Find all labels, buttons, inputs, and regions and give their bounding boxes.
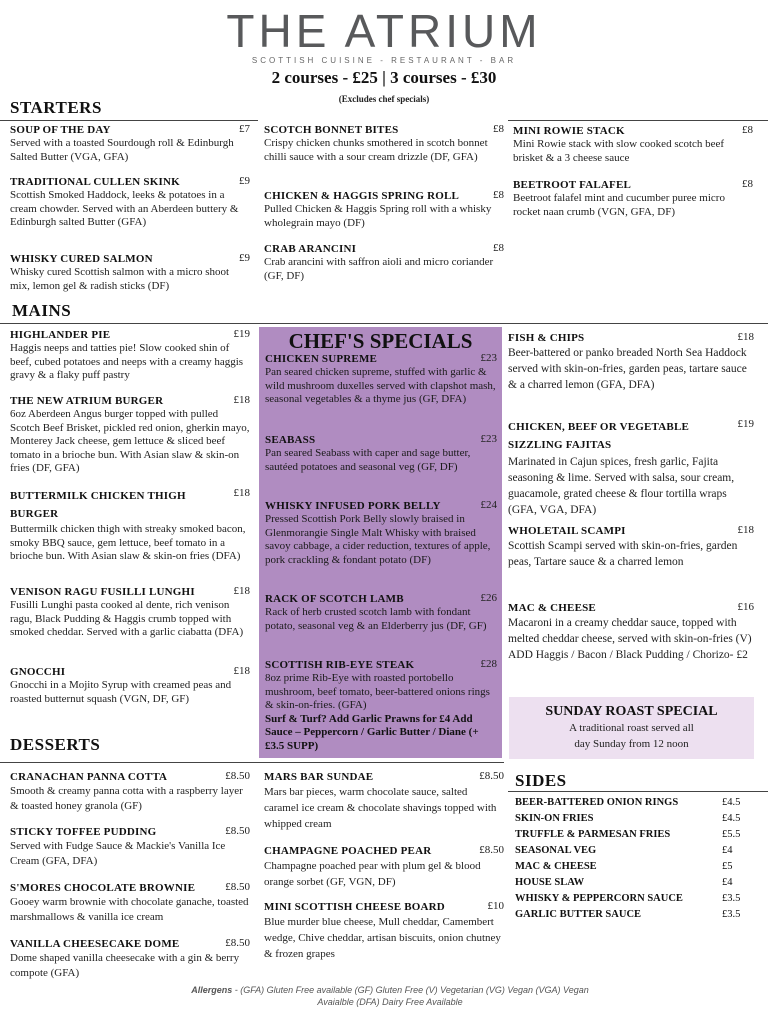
side-item bbox=[515, 829, 745, 840]
item-name: CHICKEN, BEEF OR VEGETABLE SIZZLING FAJITAS bbox=[508, 421, 690, 451]
item-description: Served with a toasted Sourdough roll & Edinburgh Salted Butter (VGA, GFA) bbox=[10, 137, 234, 163]
section-title-mains: MAINS bbox=[12, 301, 72, 320]
item-description: Pan seared Seabass with caper and sage butter, sautéed potatoes and seasonal veg (GF, DF) bbox=[265, 447, 471, 473]
mac-cheese-addons: ADD Haggis / Bacon / Black Pudding / Chorizo- £2 bbox=[508, 649, 748, 661]
item-price: £23 bbox=[480, 352, 497, 364]
item-description: Scottish Smoked Haddock, leeks & potatoes in a cream chowder. Served with an Aberdeen buttery & Edinburgh salted Butter (GFA) bbox=[10, 189, 239, 228]
item-name: MAC & CHEESE bbox=[508, 602, 596, 614]
menu-item bbox=[10, 252, 250, 293]
side-item bbox=[515, 845, 745, 856]
item-description: Dome shaped vanilla cheesecake with a gin & berry compote (GFA) bbox=[10, 952, 240, 979]
item-price: £8.50 bbox=[225, 881, 250, 893]
section-divider bbox=[0, 120, 258, 121]
item-price: £8.50 bbox=[225, 937, 250, 949]
item-description: Beer-battered or panko breaded North Sea Haddock served with skin-on-fries, garden peas, tartare sauce & a charred lemon (GFA, DFA) bbox=[508, 347, 747, 391]
side-name: SKIN-ON FRIES bbox=[515, 813, 594, 824]
side-item bbox=[515, 861, 745, 872]
item-description: Crispy chicken chunks smothered in scotch bonnet chilli sauce with a sour cream drizzle (DF, GFA) bbox=[264, 137, 488, 163]
item-name: WHOLETAIL SCAMPI bbox=[508, 525, 626, 537]
side-name: SEASONAL VEG bbox=[515, 845, 597, 856]
item-description: Smooth & creamy panna cotta with a raspberry layer & toasted honey granola (GF) bbox=[10, 785, 243, 812]
item-name: BEETROOT FALAFEL bbox=[513, 179, 632, 191]
item-description: Beetroot falafel mint and cucumber puree micro rocket naan crumb (VGN, GFA, DF) bbox=[513, 192, 725, 218]
menu-item bbox=[513, 124, 753, 165]
special-item bbox=[265, 352, 497, 407]
item-description: Marinated in Cajun spices, fresh garlic, Fajita seasoning & lime. Served with salsa, sour cream, guacamole, grated cheese & flour tortilla wraps (GFA, VGA, DFA) bbox=[508, 456, 735, 516]
menu-item bbox=[508, 524, 754, 570]
allergens-key bbox=[130, 984, 650, 1008]
item-description: Pan seared chicken supreme, stuffed with garlic & wild mushroom duxelles served with clapshot mash, seasonal vegetables & a thyme jus (GF, DFA) bbox=[265, 366, 496, 405]
item-description: Crab arancini with saffron aioli and micro coriander (GF, DF) bbox=[264, 256, 494, 282]
side-item bbox=[515, 877, 745, 888]
side-item bbox=[515, 909, 745, 920]
restaurant-logo: THE ATRIUM bbox=[226, 5, 542, 57]
menu-item bbox=[10, 825, 250, 869]
item-price: £19 bbox=[233, 328, 250, 340]
item-price: £23 bbox=[480, 433, 497, 445]
item-name: THE NEW ATRIUM BURGER bbox=[10, 395, 164, 407]
item-description: Pulled Chicken & Haggis Spring roll with a whisky wholegrain mayo (DF) bbox=[264, 203, 492, 229]
menu-item bbox=[10, 487, 250, 564]
side-item bbox=[515, 893, 745, 904]
item-description: Mini Rowie stack with slow cooked scotch beef brisket & a 3 cheese sauce bbox=[513, 138, 725, 164]
item-description: Champagne poached pear with plum gel & blood orange sorbet (GF, VGN, DF) bbox=[264, 860, 481, 888]
allergens-line: Avaialble (DFA) Dairy Free Available bbox=[317, 997, 463, 1007]
item-price: £8 bbox=[493, 189, 504, 201]
item-name: CRAB ARANCINI bbox=[264, 243, 357, 255]
item-name: SCOTCH BONNET BITES bbox=[264, 124, 399, 136]
menu-item bbox=[508, 331, 754, 393]
menu-item bbox=[508, 601, 754, 663]
item-name: SCOTTISH RIB-EYE STEAK bbox=[265, 659, 415, 671]
item-price: £10 bbox=[487, 900, 504, 912]
side-item bbox=[515, 797, 745, 808]
steak-addons: Surf & Turf? Add Garlic Prawns for £4 Add Sauce – Peppercorn / Garlic Butter / Diane (+ £3.5 SUPP) bbox=[265, 712, 479, 752]
item-description: 8oz prime Rib-Eye with roasted portobello mushroom, beef tomato, beer-battered onions rings & skin-on-fries. (GFA) bbox=[265, 672, 490, 711]
special-item bbox=[265, 658, 497, 753]
side-name: WHISKY & PEPPERCORN SAUCE bbox=[515, 893, 683, 904]
item-price: £8 bbox=[742, 124, 753, 136]
section-divider bbox=[508, 120, 768, 121]
section-title-sides: SIDES bbox=[515, 771, 567, 790]
course-prices: 2 courses - £25 | 3 courses - £30 bbox=[271, 68, 497, 87]
item-price: £8 bbox=[742, 178, 753, 190]
restaurant-tagline: SCOTTISH CUISINE - RESTAURANT - BAR bbox=[251, 56, 517, 65]
item-price: £9 bbox=[239, 252, 250, 264]
item-description: Fusilli Lunghi pasta cooked al dente, rich venison ragu, Black Pudding & Haggis crumb topped with smoked cheddar. Served with a garlic ciabatta (DFA) bbox=[10, 599, 244, 638]
menu-item bbox=[10, 394, 250, 476]
item-name: MINI SCOTTISH CHEESE BOARD bbox=[264, 901, 445, 913]
item-description: Gooey warm brownie with chocolate ganache, toasted marshmallows & vanilla ice cream bbox=[10, 896, 249, 923]
item-price: £26 bbox=[480, 592, 497, 604]
item-name: SOUP OF THE DAY bbox=[10, 124, 111, 136]
item-name: CHICKEN & HAGGIS SPRING ROLL bbox=[264, 190, 460, 202]
item-price: £18 bbox=[233, 585, 250, 597]
side-name: BEER-BATTERED ONION RINGS bbox=[515, 797, 679, 808]
allergens-label: Allergens bbox=[191, 985, 233, 995]
sunday-roast-box bbox=[509, 697, 754, 759]
side-price: £4.5 bbox=[722, 797, 741, 808]
item-name: MINI ROWIE STACK bbox=[513, 125, 625, 137]
menu-item bbox=[10, 328, 250, 383]
chefs-specials-panel bbox=[259, 327, 502, 758]
item-price: £7 bbox=[239, 123, 250, 135]
item-description: Haggis neeps and tatties pie! Slow cooked shin of beef, cubed potatoes and neeps with a creamy haggis gravy & a flaky puff pastry bbox=[10, 342, 244, 381]
side-name: GARLIC BUTTER SAUCE bbox=[515, 909, 642, 920]
menu-item bbox=[264, 123, 504, 164]
item-price: £8.50 bbox=[479, 844, 504, 856]
item-name: GNOCCHI bbox=[10, 666, 66, 678]
item-name: VANILLA CHEESECAKE DOME bbox=[10, 938, 180, 950]
item-price: £16 bbox=[737, 601, 754, 613]
item-name: RACK OF SCOTCH LAMB bbox=[265, 593, 404, 605]
item-description: Whisky cured Scottish salmon with a micro shoot mix, lemon gel & radish sticks (DF) bbox=[10, 266, 230, 292]
menu-item bbox=[10, 175, 250, 230]
side-price: £4.5 bbox=[722, 813, 741, 824]
side-price: £4 bbox=[722, 877, 733, 888]
item-name: SEABASS bbox=[265, 434, 316, 446]
menu-item bbox=[10, 770, 250, 814]
item-name: S'MORES CHOCOLATE BROWNIE bbox=[10, 882, 196, 894]
item-price: £18 bbox=[737, 524, 754, 536]
item-name: BUTTERMILK CHICKEN THIGH BURGER bbox=[10, 490, 186, 520]
item-name: CHICKEN SUPREME bbox=[265, 353, 378, 365]
menu-item bbox=[264, 242, 504, 283]
item-name: WHISKY CURED SALMON bbox=[10, 253, 153, 265]
item-description: 6oz Aberdeen Angus burger topped with pulled Scotch Beef Brisket, pickled red onion, gherkin mayo, Monterey Jack cheese, gem lettuce & sliced beef tomato in a brioche bun. With Asian slaw & skin-on fries (DF, GFA) bbox=[10, 408, 250, 474]
special-item bbox=[265, 592, 497, 633]
section-divider bbox=[508, 791, 768, 792]
side-name: HOUSE SLAW bbox=[515, 877, 585, 888]
side-price: £5 bbox=[722, 861, 733, 872]
item-price: £18 bbox=[737, 331, 754, 343]
item-price: £18 bbox=[233, 487, 250, 499]
menu-item bbox=[264, 770, 504, 832]
menu-item bbox=[10, 937, 250, 981]
item-price: £8.50 bbox=[225, 770, 250, 782]
item-name: FISH & CHIPS bbox=[508, 332, 585, 344]
section-divider bbox=[0, 323, 768, 324]
special-item bbox=[265, 433, 497, 474]
item-price: £8 bbox=[493, 123, 504, 135]
item-price: £28 bbox=[480, 658, 497, 670]
item-price: £8.50 bbox=[225, 825, 250, 837]
menu-item bbox=[10, 123, 250, 164]
side-price: £3.5 bbox=[722, 909, 741, 920]
item-name: MARS BAR SUNDAE bbox=[264, 771, 374, 783]
side-item bbox=[515, 813, 745, 824]
item-description: Scottish Scampi served with skin-on-fries, garden peas, Tartare sauce & a charred lemon bbox=[508, 540, 738, 568]
course-note: (Excludes chef specials) bbox=[338, 94, 430, 104]
special-item bbox=[265, 499, 497, 567]
menu-item bbox=[10, 881, 250, 925]
chefs-specials-title: CHEF'S SPECIALS bbox=[288, 329, 473, 353]
item-name: WHISKY INFUSED PORK BELLY bbox=[265, 500, 441, 512]
item-description: Pressed Scottish Pork Belly slowly braised in Glenmorangie Single Malt Whisky with braised savoy cabbage, a cider reduction, textures of apple, pork crackling & fondant potato (DF) bbox=[265, 513, 491, 566]
item-price: £19 bbox=[737, 418, 754, 430]
item-description: Buttermilk chicken thigh with streaky smoked bacon, smoky BBQ sauce, gem lettuce, beef tomato in a brioche bun. With Asian slaw & skin-on fries (DFA) bbox=[10, 523, 246, 562]
item-name: HIGHLANDER PIE bbox=[10, 329, 111, 341]
item-name: CRANACHAN PANNA COTTA bbox=[10, 771, 168, 783]
menu-item bbox=[513, 178, 753, 219]
item-price: £24 bbox=[480, 499, 497, 511]
menu-item bbox=[264, 844, 504, 890]
sunday-roast-line: A traditional roast served all bbox=[569, 722, 694, 734]
menu-item bbox=[508, 418, 754, 518]
item-description: Gnocchi in a Mojito Syrup with creamed peas and roasted butternut squash (VGN, DF, GF) bbox=[10, 679, 232, 705]
item-description: Rack of herb crusted scotch lamb with fondant potato, seasonal veg & an Elderberry jus (DF, GF) bbox=[265, 606, 487, 632]
item-price: £9 bbox=[239, 175, 250, 187]
menu-item bbox=[264, 189, 504, 230]
sunday-roast-line: day Sunday from 12 noon bbox=[574, 738, 689, 750]
side-name: MAC & CHEESE bbox=[515, 861, 597, 872]
item-name: STICKY TOFFEE PUDDING bbox=[10, 826, 157, 838]
side-name: TRUFFLE & PARMESAN FRIES bbox=[515, 829, 671, 840]
section-title-desserts: DESSERTS bbox=[10, 735, 101, 754]
item-description: Served with Fudge Sauce & Mackie's Vanilla Ice Cream (GFA, DFA) bbox=[10, 840, 226, 867]
section-divider bbox=[0, 762, 504, 763]
sunday-roast-title: SUNDAY ROAST SPECIAL bbox=[545, 704, 718, 719]
item-name: CHAMPAGNE POACHED PEAR bbox=[264, 845, 432, 857]
side-price: £3.5 bbox=[722, 893, 741, 904]
allergens-line: - (GFA) Gluten Free available (GF) Gluten Free (V) Vegetarian (VG) Vegan (VGA) Vegan bbox=[234, 985, 589, 995]
side-price: £5.5 bbox=[722, 829, 741, 840]
item-name: TRADITIONAL CULLEN SKINK bbox=[10, 176, 180, 188]
item-price: £18 bbox=[233, 665, 250, 677]
item-name: VENISON RAGU FUSILLI LUNGHI bbox=[10, 586, 195, 598]
item-description: Mars bar pieces, warm chocolate sauce, salted caramel ice cream & chocolate shavings topped with whipped cream bbox=[264, 786, 497, 830]
menu-item bbox=[10, 665, 250, 706]
item-price: £8 bbox=[493, 242, 504, 254]
menu-item bbox=[10, 585, 250, 640]
item-price: £8.50 bbox=[479, 770, 504, 782]
menu-item bbox=[264, 900, 504, 962]
side-price: £4 bbox=[722, 845, 733, 856]
item-description: Macaroni in a creamy cheddar sauce, topped with melted cheddar cheese, served with skin-on-fries (V) bbox=[508, 617, 752, 645]
item-description: Blue murder blue cheese, Mull cheddar, Camembert wedge, Chive cheddar, artisan biscuits, onion chutney & frozen grapes bbox=[264, 916, 501, 960]
section-title-starters: STARTERS bbox=[10, 98, 102, 117]
item-price: £18 bbox=[233, 394, 250, 406]
